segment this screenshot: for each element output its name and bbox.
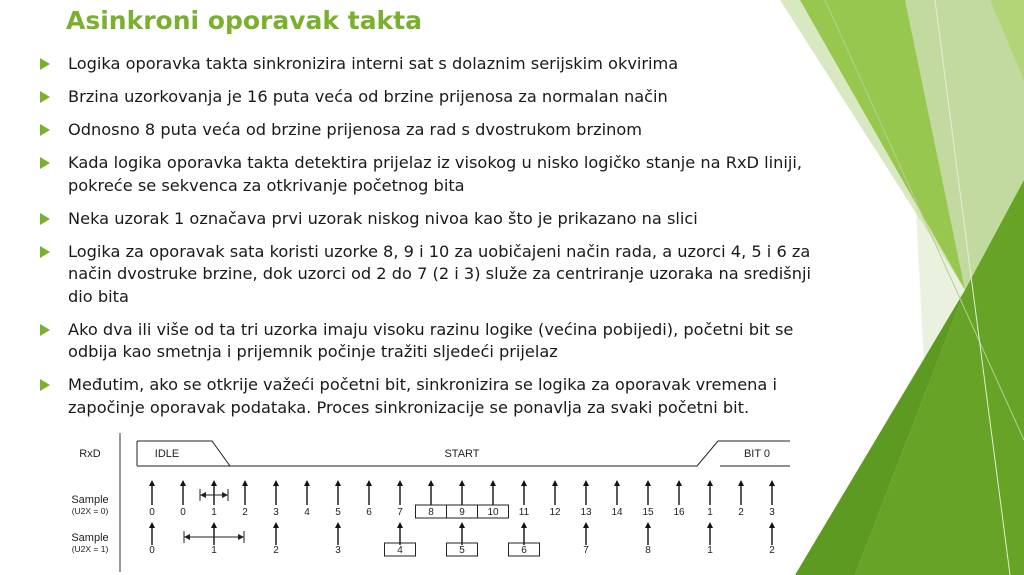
slide-title: Asinkroni oporavak takta <box>66 6 423 35</box>
bullet-text: Međutim, ako se otkrije važeći početni bit, sinkronizira se logika za oporavak vremena i započinje oporavak podataka. Proces sinkronizacije se ponavlja za svaki početni bit. <box>68 375 777 417</box>
bullet-text: Kada logika oporavka takta detektira prijelaz iz visokog u nisko logičko stanje na RxD liniji, pokreće se sekvenca za otkrivanje početnog bita <box>68 153 803 195</box>
bullet-text: Neka uzorak 1 označava prvi uzorak niskog nivoa kao što je prikazano na slici <box>68 208 698 228</box>
row1-label: Sample <box>71 494 109 506</box>
sample-number: 3 <box>273 507 279 518</box>
sample-number: 1 <box>211 545 217 556</box>
sample-number: 1 <box>707 545 713 556</box>
row2-sublabel: (U2X = 1) <box>71 544 109 554</box>
row2-label: Sample <box>71 532 109 544</box>
sample-number: 0 <box>149 507 155 518</box>
sample-number: 8 <box>645 545 651 556</box>
sample-number: 9 <box>459 507 465 518</box>
idle-label: IDLE <box>154 448 180 460</box>
bullet-text: Ako dva ili više od ta tri uzorka imaju visoku razinu logike (većina pobijedi), početni bit se odbija kao smetnja i prijemnik počinje tražiti sljedeći prijelaz <box>68 319 794 361</box>
sample-number: 3 <box>769 507 775 518</box>
sample-number: 1 <box>707 507 713 518</box>
sample-number: 16 <box>673 507 685 518</box>
sample-number: 12 <box>549 507 561 518</box>
sample-number: 2 <box>273 545 279 556</box>
sample-number: 4 <box>397 545 403 556</box>
sample-number: 6 <box>366 507 372 518</box>
bit0-label: BIT 0 <box>743 448 771 460</box>
sample-number: 15 <box>642 507 654 518</box>
sample-number: 7 <box>397 507 403 518</box>
sample-number: 6 <box>521 545 527 556</box>
sample-number: 0 <box>180 507 186 518</box>
sample-number: 2 <box>769 545 775 556</box>
start-label: START <box>444 448 480 460</box>
sample-number: 5 <box>459 545 465 556</box>
bullet-text: Logika oporavka takta sinkronizira interni sat s dolaznim serijskim okvirima <box>68 54 679 73</box>
sample-number: 13 <box>580 507 592 518</box>
sample-number: 8 <box>428 507 434 518</box>
sample-number: 14 <box>611 507 623 518</box>
row1-sublabel: (U2X = 0) <box>71 506 109 516</box>
sample-number: 11 <box>518 507 530 518</box>
sample-number: 2 <box>738 507 744 518</box>
sample-number: 7 <box>583 545 589 556</box>
bullet-text: Brzina uzorkovanja je 16 puta veća od brzine prijenosa za normalan način <box>68 87 668 106</box>
sample-number: 3 <box>335 545 341 556</box>
sample-number: 5 <box>335 507 341 518</box>
sample-number: 0 <box>149 545 155 556</box>
bullet-text: Odnosno 8 puta veća od brzine prijenosa za rad s dvostrukom brzinom <box>68 120 643 139</box>
sample-number: 2 <box>242 507 248 518</box>
sample-number: 1 <box>211 507 217 518</box>
rxd-label: RxD <box>79 448 101 460</box>
sample-number: 4 <box>304 507 310 518</box>
bullet-text: Logika za oporavak sata koristi uzorke 8, 9 i 10 za uobičajeni način rada, a uzorci 4, 5 i 6 za način dvostruke brzine, dok uzorci od 2 do 7 (2 i 3) služe za centriranje uzoraka na središnji dio bita <box>68 241 811 306</box>
sample-number: 10 <box>487 507 499 518</box>
